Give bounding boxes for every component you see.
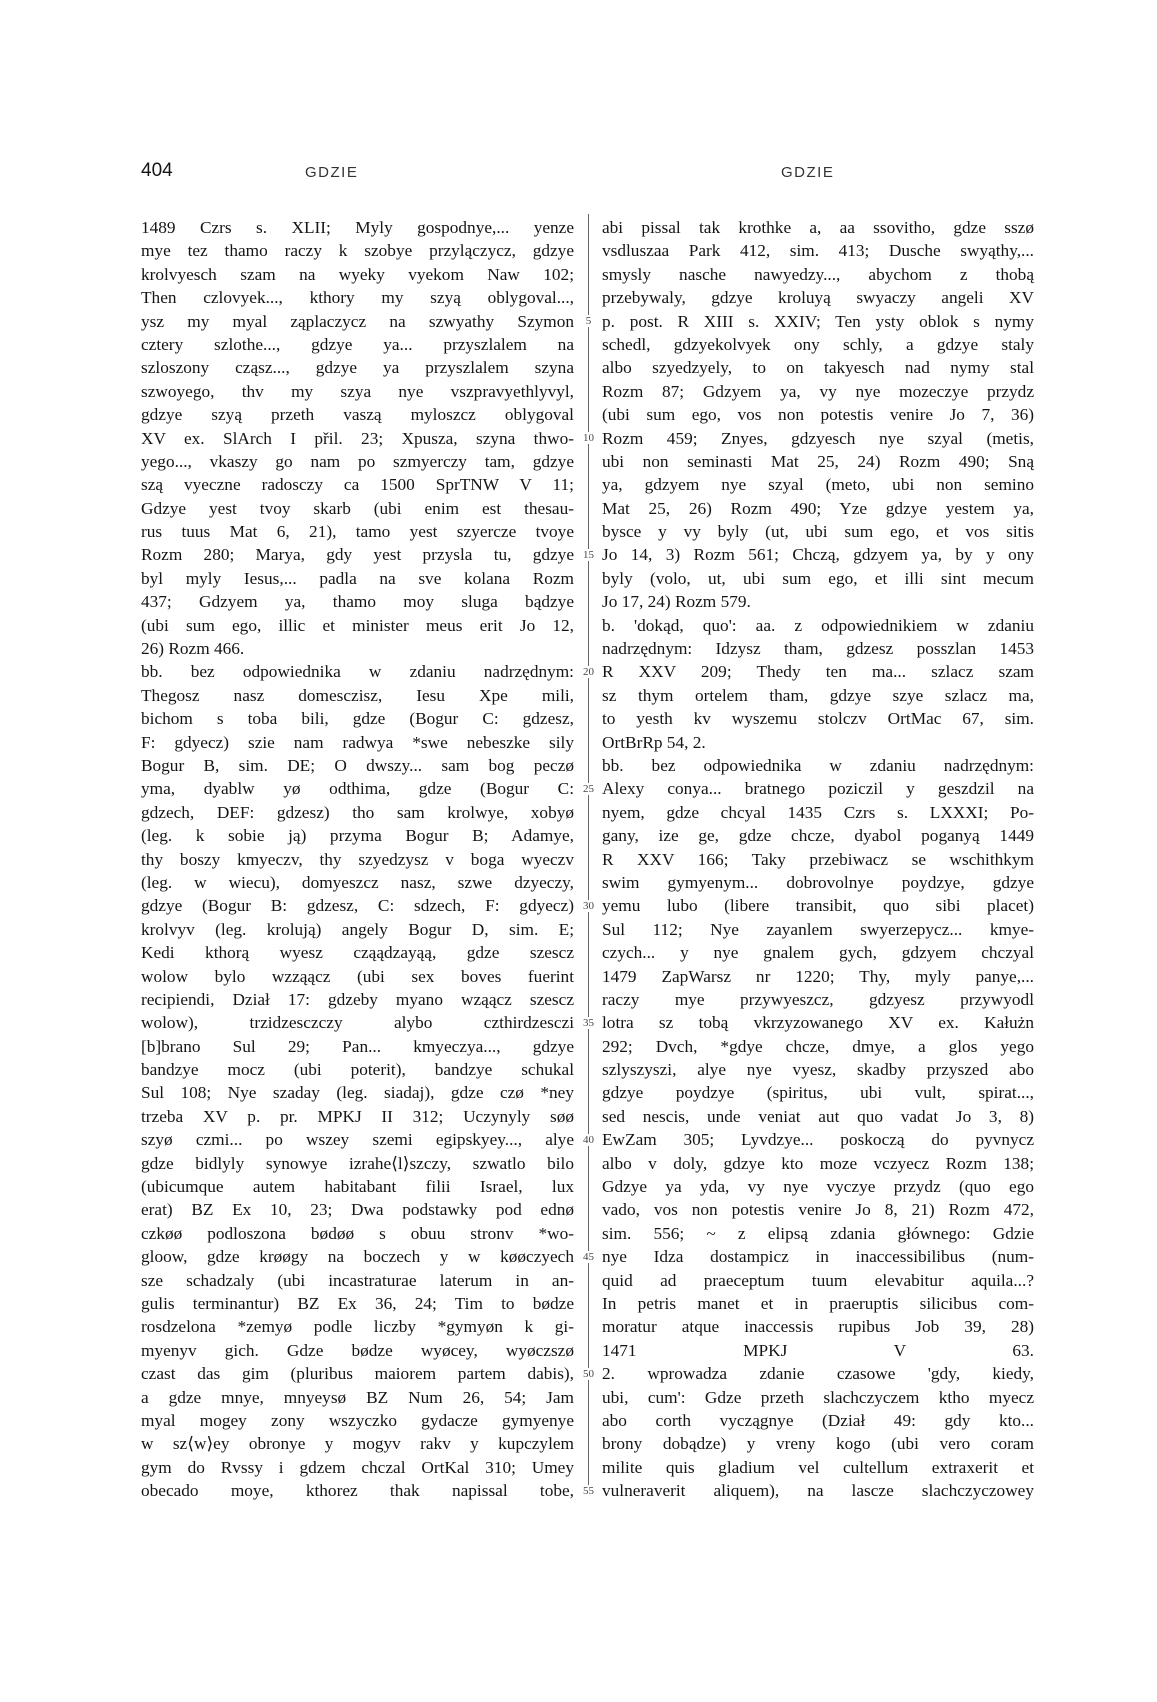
text-line: vulneraverit aliquem), na lascze slachczyczowey (602, 1481, 1034, 1501)
text-line: Kedi kthorą wyesz cząądzayąą, gdze szescz (141, 943, 574, 963)
text-line: Thegosz nasz domesczisz, Iesu Xpe mili, (141, 685, 574, 705)
text-line: swim gymyenym... dobrovolnye poydzye, gdzye (602, 872, 1034, 892)
text-line: vsdluszaa Park 412, sim. 413; Dusche swyąthy,... (602, 241, 1034, 261)
line-number: 20 (578, 666, 599, 678)
text-line: gym do Rvssy i gdzem chczal OrtKal 310; Umey (141, 1457, 574, 1477)
text-line: (leg. k sobie ją) przyma Bogur B; Adamye, (141, 826, 574, 846)
text-line: milite quis gladium vel cultellum extraxerit et (602, 1457, 1034, 1477)
text-line: yego..., vkaszy go nam po szmyerczy tam, gdzye (141, 451, 574, 471)
text-line: Rozm 87; Gdzyem ya, vy nye mozeczye przydz (602, 381, 1034, 401)
text-line: 1471 MPKJ V 63. (602, 1340, 1034, 1360)
text-line: (ubicumque autem habitabant filii Israel, lux (141, 1177, 574, 1197)
text-line: quid ad praeceptum tuum elevabitur aquila...? (602, 1270, 1034, 1290)
text-line: Rozm 459; Znyes, gdzyesch nye szyal (metis, (602, 428, 1034, 448)
text-line: F: gdyecz) szie nam radwya *swe nebeszke sily (141, 732, 574, 752)
text-line: yma, dyablw yø odthima, gdze (Bogur C: (141, 779, 574, 799)
text-line: (ubi sum ego, vos non potestis venire Jo 7, 36) (602, 405, 1034, 425)
text-line: bb. bez odpowiednika w zdaniu nadrzędnym: (141, 662, 574, 682)
line-number: 55 (578, 1485, 599, 1497)
text-line: sed nescis, unde veniat aut quo vadat Jo 3, 8) (602, 1106, 1034, 1126)
text-line: gdze bidlyly synowye izrahe⟨l⟩szczy, szwatlo bilo (141, 1153, 574, 1173)
text-line: In petris manet et in praeruptis silicibus com- (602, 1293, 1034, 1313)
text-line: p. post. R XIII s. XXIV; Ten ysty oblok s nymy (602, 311, 1034, 331)
text-line: nyem, gdze chcyal 1435 Czrs s. LXXXI; Po- (602, 802, 1034, 822)
text-line: krolvyv (leg. krolują) angely Bogur D, sim. E; (141, 919, 574, 939)
text-line: obecado moye, kthorez thak napissal tobe, (141, 1481, 574, 1501)
text-line: szwoyego, thv my szya nye vszpravyethlyvyl, (141, 381, 574, 401)
text-line: 292; Dvch, *gdye chcze, dmye, a glos yego (602, 1036, 1034, 1056)
line-number: 5 (578, 315, 599, 327)
text-line: gany, ize ge, gdze chcze, dyabol poganyą 1449 (602, 826, 1034, 846)
text-line: rosdzelona *zemyø podle liczby *gymyøn k gi- (141, 1317, 574, 1337)
text-line: ubi non seminasti Mat 25, 24) Rozm 490; Sną (602, 451, 1034, 471)
text-line: brony dobądze) y vreny kogo (ubi vero coram (602, 1434, 1034, 1454)
text-line: bandzye mocz (ubi poterit), bandzye schukal (141, 1060, 574, 1080)
text-line: bichom s toba bili, gdze (Bogur C: gdzesz, (141, 709, 574, 729)
text-line: czkøø podloszona bødøø s obuu stronv *wo- (141, 1223, 574, 1243)
text-line: mye tez thamo raczy k szobye przylączycz, gdzye (141, 241, 574, 261)
text-line: ya, gdzyem nye szyal (meto, ubi non semino (602, 475, 1034, 495)
text-line: 1479 ZapWarsz nr 1220; Thy, myly panye,... (602, 966, 1034, 986)
text-line: yemu lubo (libere transibit, quo sibi placet) (602, 896, 1034, 916)
text-line: przebywaly, gdzye kroluyą swyaczy angeli XV (602, 288, 1034, 308)
text-line: [b]brano Sul 29; Pan... kmyeczya..., gdzye (141, 1036, 574, 1056)
text-line: 1489 Czrs s. XLII; Myly gospodnye,... yenze (141, 218, 574, 237)
line-number: 50 (578, 1368, 599, 1380)
text-line: szloszony cząsz..., gdzye ya przyszlalem szyna (141, 358, 574, 378)
text-line: (ubi sum ego, illic et minister meus erit Jo 12, (141, 615, 574, 635)
text-line: abo corth vyczągnye (Dział 49: gdy kto... (602, 1410, 1034, 1430)
text-line: lotra sz tobą vkrzyzowanego XV ex. Kałużn (602, 1013, 1034, 1033)
text-line: thy boszy kmyeczv, thy szyedzysz v boga wyeczv (141, 849, 574, 869)
text-line: Alexy conya... bratnego poziczil y geszdzil na (602, 779, 1034, 799)
text-line: gdzech, DEF: gdzesz) tho sam krolwye, xobyø (141, 802, 574, 822)
left-column (141, 216, 574, 1502)
text-line: Rozm 280; Marya, gdy yest przysla tu, gdzye (141, 545, 574, 565)
text-line: byl myly Iesus,... padla na sve kolana Rozm (141, 568, 574, 588)
line-number: 15 (578, 549, 599, 561)
text-line: XV ex. SlArch I přil. 23; Xpusza, szyna thwo- (141, 428, 574, 448)
text-line: Sul 112; Nye zayanlem swyerzepycz... kmye- (602, 919, 1034, 939)
text-line: recipiendi, Dział 17: gdzeby myano wząącz szescz (141, 989, 574, 1009)
column-divider (588, 214, 589, 1497)
text-line: Mat 25, 26) Rozm 490; Yze gdzye yestem ya, (602, 498, 1034, 518)
text-line: schedl, gdzyekolvyek ony schly, a gdzye staly (602, 334, 1034, 354)
text-line: myal mogey zony wszyczko gydacze gymyenye (141, 1410, 574, 1430)
text-line: raczy mye przywyeszcz, gdzyesz przywyodl (602, 989, 1034, 1009)
text-line: a gdze mnye, mnyeysø BZ Num 26, 54; Jam (141, 1387, 574, 1407)
text-line: Sul 108; Nye szaday (leg. siadaj), gdze czø *ney (141, 1083, 574, 1103)
text-line: (leg. w wiecu), domyeszcz nasz, szwe dzyeczy, (141, 872, 574, 892)
text-line: w sz⟨w⟩ey obronye y mogyv rakv y kupczylem (141, 1434, 574, 1454)
line-number: 35 (578, 1017, 599, 1029)
text-line: gulis terminantur) BZ Ex 36, 24; Tim to bødze (141, 1293, 574, 1313)
text-line: 437; Gdzyem ya, thamo moy sluga bądzye (141, 592, 574, 612)
text-line: gdzye (Bogur B: gdzesz, C: sdzech, F: gdyecz) (141, 896, 574, 916)
text-line: cztery szlothe..., gdzye ya... przyszlalem na (141, 334, 574, 354)
text-line: rus tuus Mat 6, 21), tamo yest szyercze tvoye (141, 522, 574, 542)
text-line: sim. 556; ~ z elipsą zdania głównego: Gdzie (602, 1223, 1034, 1243)
text-line: bysce y vy byly (ut, ubi sum ego, et vos sitis (602, 522, 1034, 542)
text-line: Then czlovyek..., kthory my szyą oblygoval..., (141, 288, 574, 308)
text-line: nye Idza dostampicz in inaccessibilibus (num- (602, 1247, 1034, 1267)
text-line: sz thym ortelem tham, gdzye szye szlacz ma, (602, 685, 1034, 705)
text-line: to yesth kv wyszemu stolczv OrtMac 67, sim. (602, 709, 1034, 729)
text-line: szlyszyszi, alye nye vyesz, skadby przyszed abo (602, 1060, 1034, 1080)
text-line: albo v doly, gdzye kto moze vczyecz Rozm 138; (602, 1153, 1034, 1173)
text-line: Gdzye yest tvoy skarb (ubi enim est thesau- (141, 498, 574, 518)
running-head-right: GDZIE (781, 164, 835, 181)
text-line: krolvyesch szam na wyeky vyekom Naw 102; (141, 264, 574, 284)
text-line: czych... y nye gnalem gych, gdzyem chczyal (602, 943, 1034, 963)
text-line: Jo 14, 3) Rozm 561; Chczą, gdzyem ya, by y ony (602, 545, 1034, 565)
text-line: byly (volo, ut, ubi sum ego, et illi sint mecum (602, 568, 1034, 588)
text-line: smysly nasche nawyedzy..., abychom z thobą (602, 264, 1034, 284)
text-line: gdzye poydzye (spiritus, ubi vult, spirat..., (602, 1083, 1034, 1103)
text-line: OrtBrRp 54, 2. (602, 732, 706, 752)
text-line: gdzye szyą przeth vaszą myloszcz oblygoval (141, 405, 574, 425)
text-line: EwZam 305; Lyvdzye... poskoczą do pyvnycz (602, 1130, 1034, 1150)
text-line: wolow bylo wzząącz (ubi sex boves fuerint (141, 966, 574, 986)
line-number: 25 (578, 783, 599, 795)
text-line: Jo 17, 24) Rozm 579. (602, 592, 751, 612)
text-line: wolow), trzidzesczczy alybo czthirdzesczi (141, 1013, 574, 1033)
line-number: 10 (578, 432, 599, 444)
text-line: ysz my myal ząplaczycz na szwyathy Szymon (141, 311, 574, 331)
text-line: erat) BZ Ex 10, 23; Dwa podstawky pod ednø (141, 1200, 574, 1220)
text-line: vado, vos non potestis venire Jo 8, 21) Rozm 472, (602, 1200, 1034, 1220)
line-number: 30 (578, 900, 599, 912)
right-column (602, 216, 1034, 1502)
text-line: 26) Rozm 466. (141, 639, 245, 659)
text-line: abi pissal tak krothke a, aa ssovitho, gdze sszø (602, 218, 1034, 237)
text-line: ubi, cum': Gdze przeth slachczyczem ktho myecz (602, 1387, 1034, 1407)
text-line: albo szyedzyely, to on takyesch nad nymy stal (602, 358, 1034, 378)
text-line: szą vyeczne radosczy ca 1500 SprTNW V 11; (141, 475, 574, 495)
line-number: 40 (578, 1134, 599, 1146)
text-line: nadrzędnym: Idzysz tham, gdzesz posszlan 1453 (602, 639, 1034, 659)
text-line: Bogur B, sim. DE; O dwszy... sam bog peczø (141, 755, 574, 775)
text-line: moratur atque inaccessis rupibus Job 39, 28) (602, 1317, 1034, 1337)
text-line: szyø czmi... po wszey szemi egipskyey..., alye (141, 1130, 574, 1150)
text-line: bb. bez odpowiednika w zdaniu nadrzędnym: (602, 755, 1034, 775)
text-line: myenyv gich. Gdze bødze wyøcey, wyøczszø (141, 1340, 574, 1360)
running-head-left: GDZIE (305, 164, 359, 181)
text-line: R XXV 166; Taky przebiwacz se wschithkym (602, 849, 1034, 869)
text-line: 2. wprowadza zdanie czasowe 'gdy, kiedy, (602, 1364, 1034, 1384)
line-number: 45 (578, 1251, 599, 1263)
text-line: trzeba XV p. pr. MPKJ II 312; Uczynyly søø (141, 1106, 574, 1126)
page-number: 404 (141, 160, 173, 181)
text-line: Gdzye ya yda, vy nye vyczye przydz (quo ego (602, 1177, 1034, 1197)
text-line: gloow, gdze krøøgy na boczech y w køøczyech (141, 1247, 574, 1267)
text-line: R XXV 209; Thedy ten ma... szlacz szam (602, 662, 1034, 682)
text-line: sze schadzaly (ubi incastraturae laterum in an- (141, 1270, 574, 1290)
text-line: b. 'dokąd, quo': aa. z odpowiednikiem w zdaniu (602, 615, 1034, 635)
text-line: czast das gim (pluribus maiorem partem dabis), (141, 1364, 574, 1384)
